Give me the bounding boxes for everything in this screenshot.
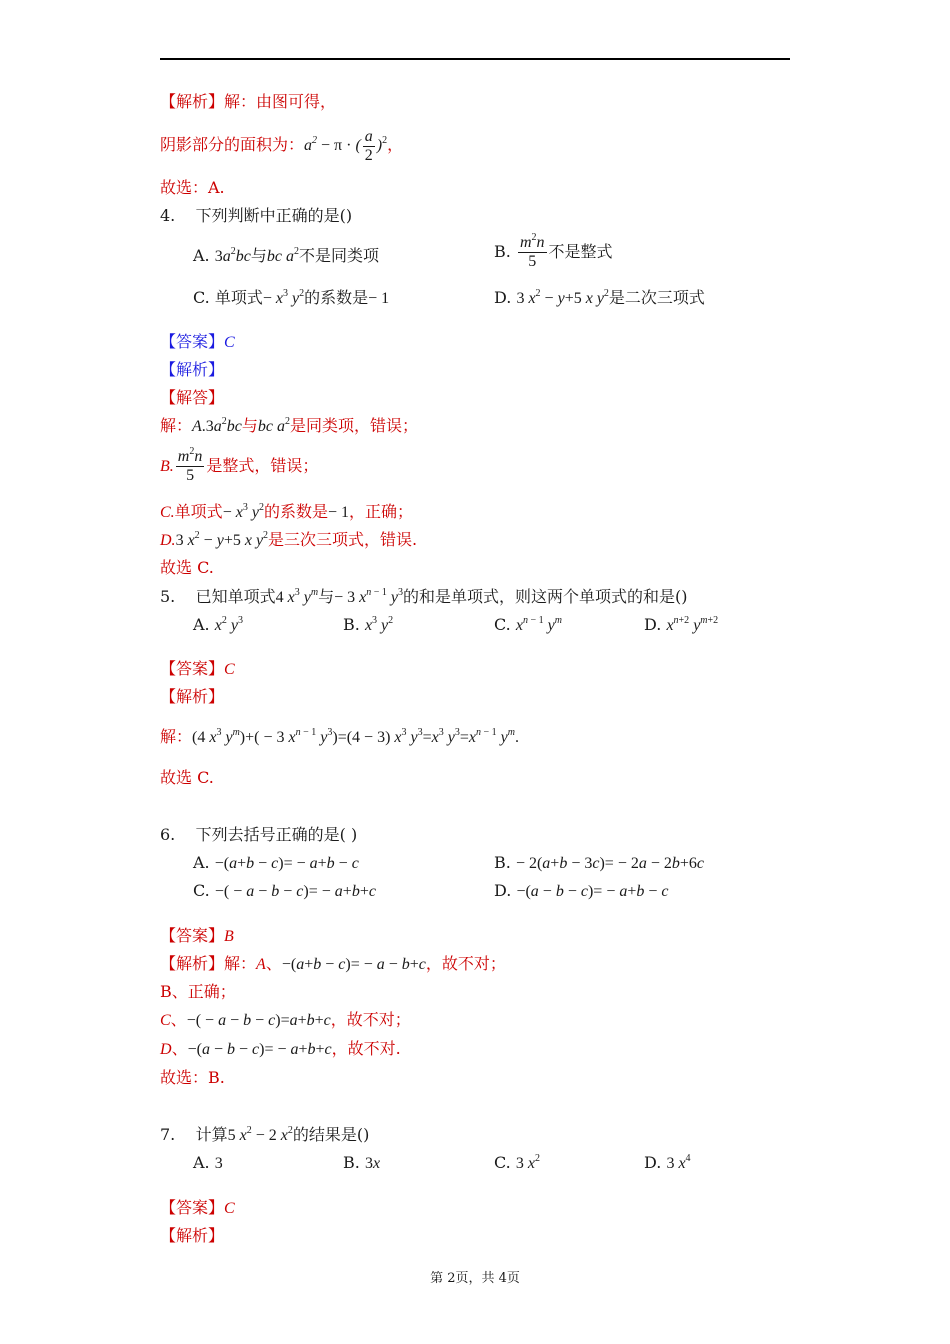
q6-option-a: A. −(a+b − c)= − a+b − c [193,853,359,872]
q5-analysis-label: 【解析】 [160,687,225,706]
q5-option-d: D. $x^{n+2}$ $y^{m+2}$ [644,615,719,634]
q5-option-a: A. $x^2$ $y^3$ [193,615,243,634]
q7-option-d: D. 3 $x^4$ [644,1153,691,1172]
q7-option-b: B. 3x [343,1153,381,1172]
q4-stem: 4. 下列判断中正确的是() [160,206,353,225]
q4-conclusion: 故选 C. [160,558,214,577]
q3-analysis-line [160,92,336,112]
q3-area-formula: 阴影部分的面积为：$a^2 - \pi$ · ( $\frac{a}{2}$ )$^2$， [160,127,404,164]
q4-solution-label: 【解答】 [160,388,225,407]
q4-option-d: D. 3 $x^2 - y+5$ x $y^2$是二次三项式 [494,288,705,307]
q5-option-c: C. $x^{n - 1}$ $y^m$ [494,615,562,634]
q4-answer: 【答案】C [160,332,235,351]
q4-number: 4. [160,206,176,225]
q6-sol-a: 【解析】解：A、−(a+b − c)= − a − b+c，故不对； [160,954,506,973]
q5-conclusion: 故选 C. [160,768,214,787]
header-rule [160,58,790,60]
q4-analysis-label: 【解析】 [160,360,225,379]
q6-sol-d: D、−(a − b − c)= − a+b+c，故不对. [160,1039,401,1058]
q3-intro: 解：由图可得， [224,92,337,111]
q3-area-text: 阴影部分的面积为： [160,135,305,154]
q5-option-b: B. $x^3$ $y^2$ [343,615,394,634]
q4-sol-b: B. $\frac{m^2n}{5}$ 是整式，错误； [160,446,319,484]
page-footer: 第 2页，共 4页 [430,1271,520,1286]
q6-sol-c: C、−( − a − b − c)=a+b+c，故不对； [160,1010,411,1029]
q6-option-c: C. −( − a − b − c)= − a+b+c [193,881,376,900]
q4-option-b: B. $\frac{m^2n}{5}$ 不是整式 [494,232,613,270]
q7-option-a: A. 3 [193,1153,223,1172]
q6-conclusion: 故选：B. [160,1068,225,1087]
q5-solution: 解：(4 $x^3$ $y^m)+( - 3$ $x^{n - 1}$ $y^3)=(4 - 3)$ $x^3$ $y^3=x^3$ $y^3=x^{n - 1}$ $y^m$. [160,727,519,746]
q6-option-b: B. − 2(a+b − 3c)= − 2a − 2b+6c [494,853,705,872]
q6-option-d: D. −(a − b − c)= − a+b − c [494,881,669,900]
q5-number: 5. [160,587,176,606]
q5-stem: 5. 已知单项式4 $x^3$ $y^m$与− 3 $x^{n - 1}$ $y^3$的和是单项式，则这两个单项式的和是() [160,587,688,606]
q7-number: 7. [160,1125,176,1144]
q3-answer: 故选：A. [160,178,225,197]
q6-number: 6. [160,825,176,844]
q4-sol-c: C.单项式− $x^3$ $y^2$的系数是− 1，正确； [160,502,413,521]
q7-option-c: C. 3 $x^2$ [494,1153,540,1172]
q7-answer: 【答案】C [160,1198,235,1217]
q3-analysis-label: 【解析】 [160,92,225,111]
q4-option-c: C. 单项式− $x^3$ $y^2$的系数是− 1 [193,288,390,307]
q4-sol-d: D.3 $x^2 - y+5$ x $y^2$是三次三项式，错误. [160,530,418,549]
q6-answer: 【答案】B [160,926,234,945]
q6-stem: 6. 下列去括号正确的是( ) [160,825,358,844]
q6-sol-b: B、正确； [160,982,236,1001]
q7-analysis-label: 【解析】 [160,1226,225,1245]
q4-option-a: A. $3a^2bc$与bc $a^2$不是同类项 [193,246,379,265]
q7-stem: 7. 计算5 $x^2 - 2$ $x^2$的结果是() [160,1125,370,1144]
q5-answer: 【答案】C [160,659,235,678]
q4-sol-a: 解：$A.3a^2bc$与bc $a^2$是同类项，错误； [160,416,419,435]
